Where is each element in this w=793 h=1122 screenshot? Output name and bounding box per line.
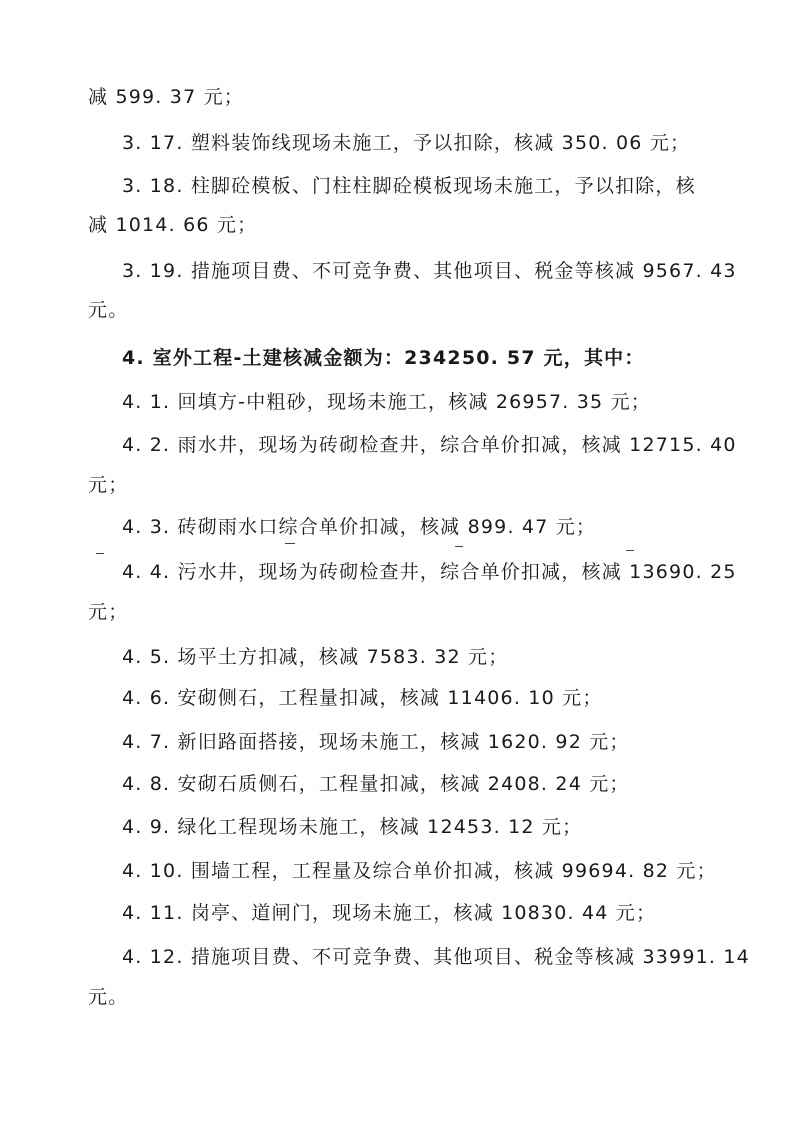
- text-line-continuation-3-16: 减 599. 37 元；: [88, 86, 245, 108]
- item-3-18: 3. 18. 柱脚砼模板、门柱柱脚砼模板现场未施工，予以扣除，核: [122, 175, 696, 197]
- item-4-8: 4. 8. 安砌石质侧石，工程量扣减，核减 2408. 24 元；: [122, 773, 630, 795]
- item-4-11: 4. 11. 岗亭、道闸门，现场未施工，核减 10830. 44 元；: [122, 902, 657, 924]
- item-4-6: 4. 6. 安砌侧石，工程量扣减，核减 11406. 10 元；: [122, 687, 603, 709]
- item-4-2-continuation: 元；: [88, 474, 129, 496]
- item-4-12: 4. 12. 措施项目费、不可竞争费、其他项目、税金等核减 33991. 14: [122, 946, 750, 968]
- item-3-19: 3. 19. 措施项目费、不可竞争费、其他项目、税金等核减 9567. 43: [122, 260, 737, 282]
- item-4-3: 4. 3. 砖砌雨水口综合单价扣减，核减 899. 47 元；: [122, 516, 597, 538]
- scan-mark: [285, 543, 295, 544]
- item-3-19-continuation: 元。: [88, 299, 129, 321]
- item-3-18-continuation: 减 1014. 66 元；: [88, 214, 258, 236]
- section-4-heading: 4. 室外工程-土建核减金额为：234250. 57 元，其中：: [122, 347, 645, 369]
- item-4-10: 4. 10. 围墙工程，工程量及综合单价扣减，核减 99694. 82 元；: [122, 860, 717, 882]
- item-4-7: 4. 7. 新旧路面搭接，现场未施工，核减 1620. 92 元；: [122, 731, 630, 753]
- scan-mark: [626, 550, 634, 551]
- scan-mark: [455, 546, 463, 547]
- item-4-4: 4. 4. 污水井，现场为砖砌检查井，综合单价扣减，核减 13690. 25: [122, 561, 737, 583]
- item-4-4-continuation: 元；: [88, 601, 129, 623]
- scan-mark: [96, 553, 104, 554]
- item-4-12-continuation: 元。: [88, 986, 129, 1008]
- item-3-17: 3. 17. 塑料装饰线现场未施工，予以扣除，核减 350. 06 元；: [122, 132, 691, 154]
- item-4-2: 4. 2. 雨水井，现场为砖砌检查井，综合单价扣减，核减 12715. 40: [122, 434, 737, 456]
- item-4-9: 4. 9. 绿化工程现场未施工，核减 12453. 12 元；: [122, 816, 583, 838]
- item-4-1: 4. 1. 回填方-中粗砂，现场未施工，核减 26957. 35 元；: [122, 391, 651, 413]
- item-4-5: 4. 5. 场平土方扣减，核减 7583. 32 元；: [122, 646, 509, 668]
